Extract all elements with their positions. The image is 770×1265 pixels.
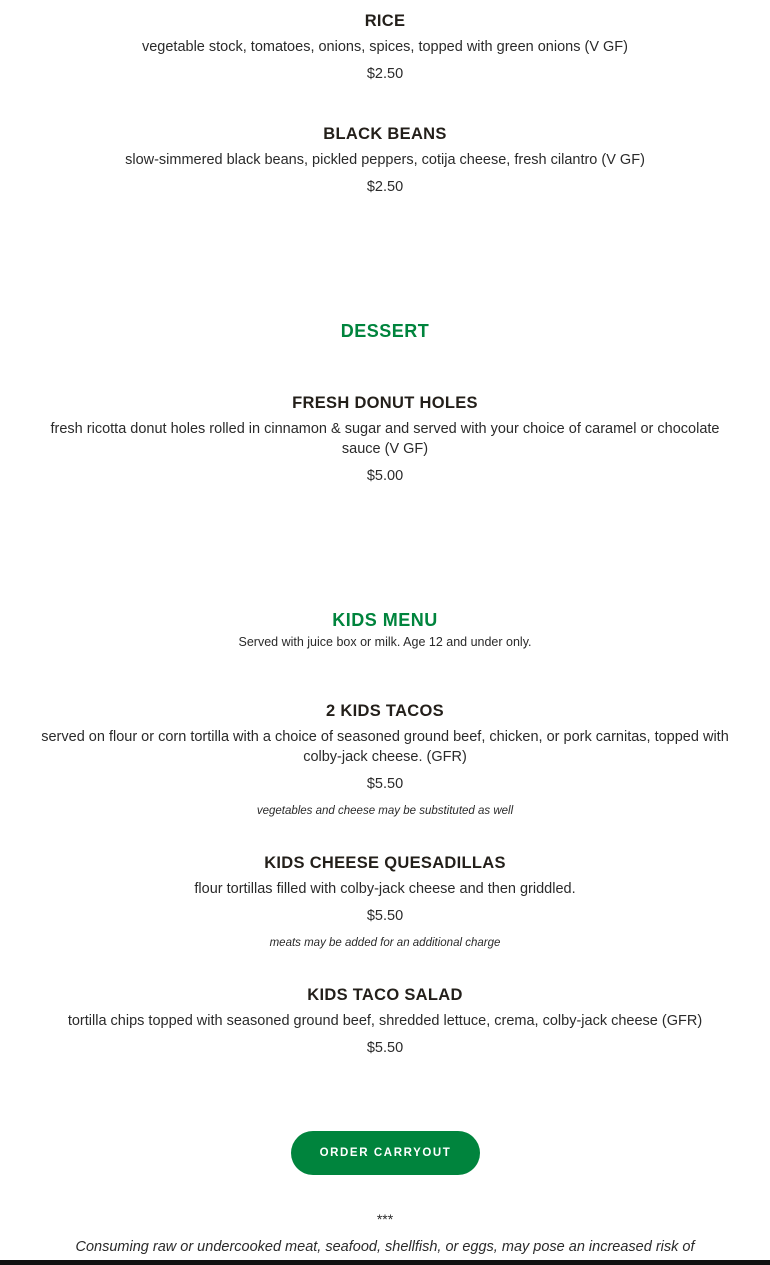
- rice-price: $2.50: [366, 66, 404, 82]
- kids-taco-salad-description: tortilla chips topped with seasoned ground beef, shredded lettuce, crema, colby-jack cheese (GFR): [67, 1013, 703, 1029]
- black-beans-description: slow-simmered black beans, pickled peppers, cotija cheese, fresh cilantro (V GF): [125, 152, 645, 168]
- bottom-bar: [0, 1260, 770, 1265]
- kids-tacos-price: $5.50: [366, 776, 404, 792]
- donut-holes-title: FRESH DONUT HOLES: [292, 394, 478, 412]
- kids-quesadillas-price: $5.50: [366, 908, 404, 924]
- rice-description: vegetable stock, tomatoes, onions, spices, topped with green onions (V GF): [141, 39, 628, 55]
- black-beans-title: BLACK BEANS: [323, 125, 447, 143]
- rice-title: RICE: [364, 12, 406, 30]
- dessert-heading: DESSERT: [340, 321, 430, 341]
- footer-stars: ***: [376, 1211, 394, 1227]
- kids-menu-heading: KIDS MENU: [332, 610, 438, 630]
- kids-quesadillas-note: meats may be added for an additional charge: [269, 937, 501, 949]
- kids-quesadillas-description: flour tortillas filled with colby-jack cheese and then griddled.: [194, 881, 576, 897]
- kids-tacos-title: 2 KIDS TACOS: [326, 702, 444, 720]
- kids-taco-salad-title: KIDS TACO SALAD: [307, 986, 463, 1004]
- kids-quesadillas-title: KIDS CHEESE QUESADILLAS: [264, 854, 506, 872]
- food-safety-disclaimer: Consuming raw or undercooked meat, seafood, shellfish, or eggs, may pose an increased risk of: [75, 1239, 695, 1255]
- kids-tacos-note: vegetables and cheese may be substituted as well: [256, 805, 514, 817]
- donut-holes-price: $5.00: [366, 468, 404, 484]
- kids-menu-subheading: Served with juice box or milk. Age 12 and under only.: [238, 635, 532, 649]
- donut-holes-description: fresh ricotta donut holes rolled in cinnamon & sugar and served with your choice of caramel or chocolate sauce (V GF): [50, 421, 720, 457]
- kids-tacos-description: served on flour or corn tortilla with a choice of seasoned ground beef, chicken, or pork carnitas, topped with colby-jack cheese. (GFR): [41, 729, 729, 765]
- kids-taco-salad-price: $5.50: [366, 1040, 404, 1056]
- black-beans-price: $2.50: [366, 179, 404, 195]
- order-carryout-button[interactable]: ORDER CARRYOUT: [291, 1131, 480, 1175]
